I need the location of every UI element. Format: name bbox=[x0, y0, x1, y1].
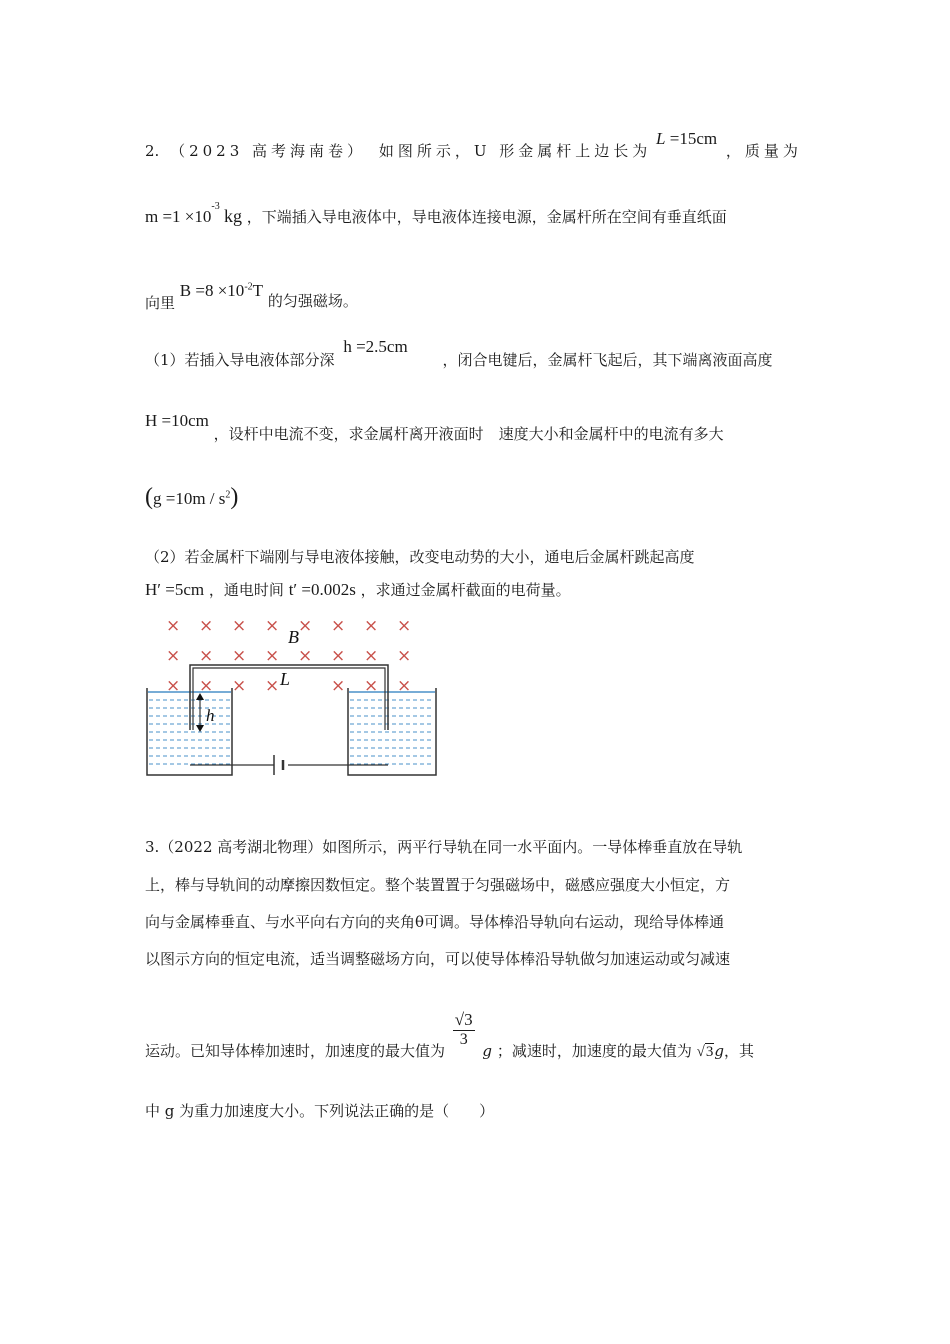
field-cross: × bbox=[364, 616, 379, 636]
field-cross: × bbox=[298, 616, 313, 636]
q3-line-6: 中 g 为重力加速度大小。下列说法正确的是（ ） bbox=[145, 1102, 495, 1120]
label-B: B bbox=[288, 627, 299, 647]
q2-number: 2. bbox=[145, 142, 160, 160]
Hprime-equation: H′ =5cm bbox=[145, 580, 205, 599]
q2-part2-line-1 bbox=[145, 546, 695, 567]
q2-direction-text: 向里 bbox=[145, 294, 176, 312]
q2-part1-line bbox=[145, 336, 773, 369]
field-cross: × bbox=[166, 676, 181, 696]
q3-line5-tail: ，其 bbox=[723, 1041, 754, 1060]
field-cross: × bbox=[397, 616, 412, 636]
g-symbol-2: g bbox=[714, 1041, 724, 1060]
B-equation: $B =8 \times 10^{-2}T$ bbox=[179, 281, 264, 300]
q2-mass-label: ，质量为 bbox=[725, 142, 802, 160]
field-cross: × bbox=[265, 676, 280, 696]
q2-line-2 bbox=[145, 201, 727, 227]
field-cross: × bbox=[331, 616, 346, 636]
sqrt-3: √3 bbox=[696, 1043, 714, 1060]
q2-source: （2023 高考海南卷） bbox=[170, 142, 367, 160]
q2-g-line bbox=[145, 484, 238, 511]
q3-line-2: 上，棒与导轨间的动摩擦因数恒定。整个装置置于匀强磁场中，磁感应强度大小恒定，方 bbox=[145, 876, 731, 894]
field-cross: × bbox=[199, 616, 214, 636]
h-equation: h =2.5cm bbox=[343, 337, 408, 356]
field-cross: × bbox=[364, 676, 379, 696]
tprime-equation: t′ =0.002s bbox=[288, 580, 356, 599]
part1-rest: ，闭合电键后，金属杆飞起后，其下端离液面高度 bbox=[442, 351, 773, 369]
q3-line-5 bbox=[145, 1010, 754, 1060]
g-symbol-1: g bbox=[482, 1041, 493, 1060]
q2-liquid-text: ，下端插入导电液体中，导电液体连接电源，金属杆所在空间有垂直纸面 bbox=[246, 208, 727, 226]
q2-field-text: 的匀强磁场。 bbox=[267, 292, 358, 310]
field-cross: × bbox=[397, 676, 412, 696]
q3-line-4: 以图示方向的恒定电流，适当调整磁场方向，可以使导体棒沿导轨做匀加速运动或匀减速 bbox=[145, 950, 731, 968]
max-accel-fraction: $\frac{√3}{3}$ bbox=[454, 1010, 473, 1048]
q3-accel-text: 运动。已知导体棒加速时，加速度的最大值为 bbox=[145, 1041, 446, 1060]
H-equation: H =10cm bbox=[145, 411, 209, 430]
q3-decel-text: ；减速时，加速度的最大值为 bbox=[496, 1041, 692, 1060]
field-cross: × bbox=[265, 616, 280, 636]
q3-line-1: 3.（2022 高考湖北物理）如图所示，两平行导轨在同一水平面内。一导体棒垂直放在导轨 bbox=[145, 838, 743, 856]
q3-line-3: 向与金属棒垂直、与水平向右方向的夹角θ可调。导体棒沿导轨向右运动，现给导体棒通 bbox=[145, 913, 725, 931]
magnetic-field-figure bbox=[140, 605, 450, 780]
field-cross: × bbox=[298, 646, 313, 666]
field-cross: × bbox=[265, 646, 280, 666]
L-equation: L =15cm bbox=[656, 129, 718, 148]
field-cross: × bbox=[364, 646, 379, 666]
q2-part1-line-2 bbox=[145, 410, 724, 443]
label-L: L bbox=[280, 669, 291, 689]
field-cross: × bbox=[397, 646, 412, 666]
field-cross: × bbox=[331, 646, 346, 666]
field-cross: × bbox=[331, 676, 346, 696]
part2-question: ，求通过金属杆截面的电荷量。 bbox=[360, 581, 571, 599]
field-cross: × bbox=[199, 646, 214, 666]
q2-line-3 bbox=[145, 281, 358, 312]
g-equation: $(g =10m / s^2)$ bbox=[145, 484, 239, 510]
q2-intro: 如图所示，U 形金属杆上边长为 bbox=[378, 142, 652, 160]
m-equation: $m =1 \times 10^{-3}$ kg bbox=[145, 201, 242, 226]
field-cross: × bbox=[232, 676, 247, 696]
field-cross: × bbox=[232, 616, 247, 636]
liquid-dashes bbox=[149, 700, 434, 764]
field-cross: × bbox=[166, 646, 181, 666]
part1-question: ，设杆中电流不变，求金属杆离开液面时 速度大小和金属杆中的电流有多大 bbox=[213, 425, 724, 443]
part2-time-label: ，通电时间 bbox=[208, 581, 284, 599]
label-h: h bbox=[206, 706, 215, 725]
part1-intro: （1）若插入导电液体部分深 bbox=[145, 351, 335, 369]
q2-line-1 bbox=[145, 129, 802, 161]
field-cross: × bbox=[232, 646, 247, 666]
q2-part2-line-2 bbox=[145, 579, 571, 600]
field-cross: × bbox=[199, 676, 214, 696]
part2-intro: （2）若金属杆下端刚与导电液体接触，改变电动势的大小，通电后金属杆跳起高度 bbox=[145, 548, 695, 566]
field-cross: × bbox=[166, 616, 181, 636]
